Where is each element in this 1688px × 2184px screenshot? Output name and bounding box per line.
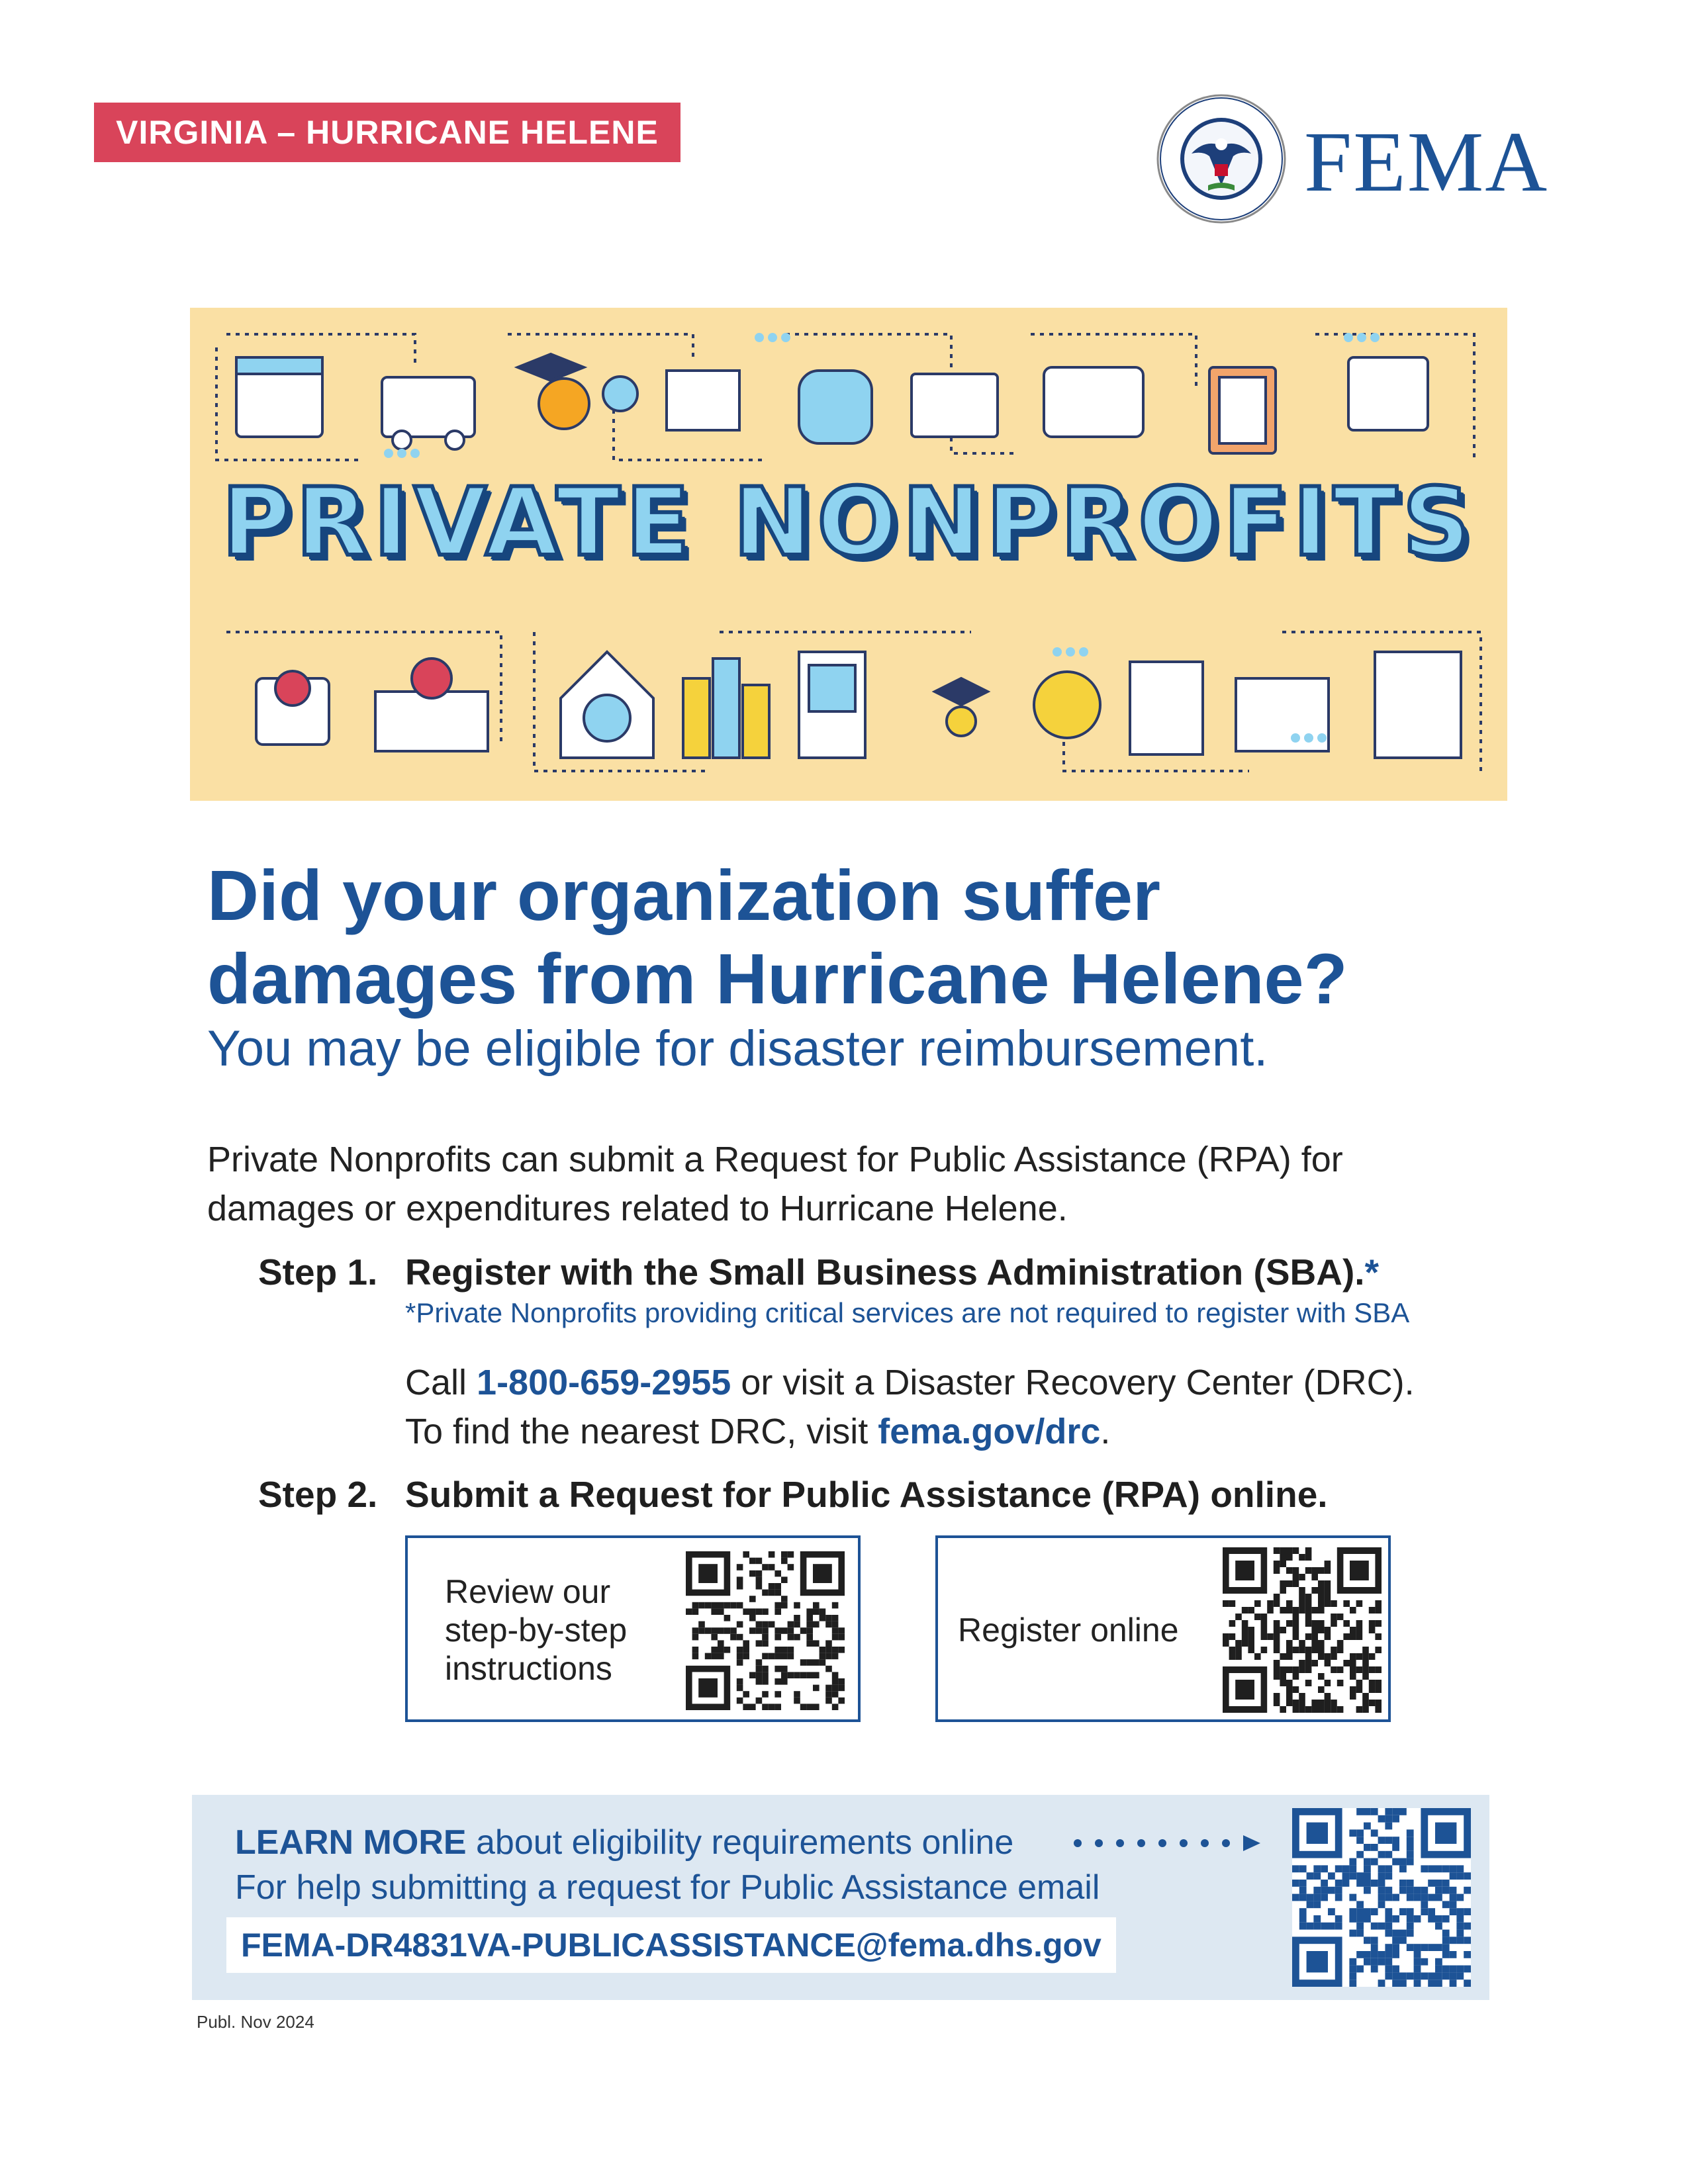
- step1-heading: [405, 1251, 1379, 1293]
- step1-note: *Private Nonprofits providing critical services are not required to register with SBA: [405, 1297, 1410, 1328]
- intro-line-2: damages or expenditures related to Hurricane Helene.: [207, 1189, 1068, 1228]
- dotted-arrow-icon: [1072, 1833, 1264, 1853]
- learn-more-panel: [192, 1795, 1489, 2000]
- register-qr-label: Register online: [958, 1612, 1179, 1649]
- headline: [207, 854, 1531, 1021]
- subheadline: You may be eligible for disaster reimbursement.: [207, 1021, 1268, 1077]
- instructions-qr-label: Review our step-by-step instructions: [445, 1573, 628, 1687]
- region-tag: VIRGINIA – HURRICANE HELENE: [94, 103, 680, 162]
- help-line: For help submitting a request for Public Assistance email: [235, 1868, 1100, 1907]
- drc-link[interactable]: fema.gov/drc: [878, 1412, 1101, 1451]
- call-suffix: or visit a Disaster Recovery Center (DRC).: [731, 1363, 1415, 1402]
- dhs-seal-icon: [1155, 93, 1288, 225]
- instructions-qr-card[interactable]: [405, 1535, 861, 1722]
- find-suffix: .: [1100, 1412, 1111, 1451]
- learn-more-lead: LEARN MORE: [235, 1823, 467, 1862]
- intro-line-1: Private Nonprofits can submit a Request for Public Assistance (RPA) for: [207, 1140, 1343, 1179]
- call-prefix: Call: [405, 1363, 477, 1402]
- email-link[interactable]: FEMA-DR4831VA-PUBLICASSISTANCE@fema.dhs.gov: [226, 1917, 1116, 1973]
- banner-title: PRIVATE NONPROFITS: [221, 468, 1476, 577]
- banner: [190, 308, 1507, 801]
- step1-text: Register with the Small Business Administration (SBA).: [405, 1251, 1365, 1293]
- qr-code-icon[interactable]: [1223, 1547, 1382, 1713]
- register-qr-card[interactable]: [935, 1535, 1391, 1722]
- learn-more-rest: about eligibility requirements online: [466, 1823, 1014, 1862]
- qr-code-icon[interactable]: [1292, 1808, 1471, 1987]
- step1-contact: [405, 1358, 1530, 1456]
- publication-date: Publ. Nov 2024: [197, 2012, 314, 2032]
- step2-heading: Submit a Request for Public Assistance (RPA) online.: [405, 1474, 1328, 1515]
- find-prefix: To find the nearest DRC, visit: [405, 1412, 878, 1451]
- intro-paragraph: [207, 1135, 1531, 1233]
- qr-code-icon[interactable]: [686, 1551, 845, 1710]
- headline-line-1: Did your organization suffer: [207, 855, 1161, 935]
- phone-number[interactable]: 1-800-659-2955: [477, 1363, 731, 1402]
- step1-asterisk: *: [1364, 1251, 1379, 1293]
- step1-label: Step 1.: [258, 1251, 378, 1293]
- step2-label: Step 2.: [258, 1474, 378, 1515]
- fema-wordmark: FEMA: [1304, 114, 1549, 210]
- headline-line-2: damages from Hurricane Helene?: [207, 938, 1348, 1019]
- learn-more-line: [235, 1823, 1013, 1862]
